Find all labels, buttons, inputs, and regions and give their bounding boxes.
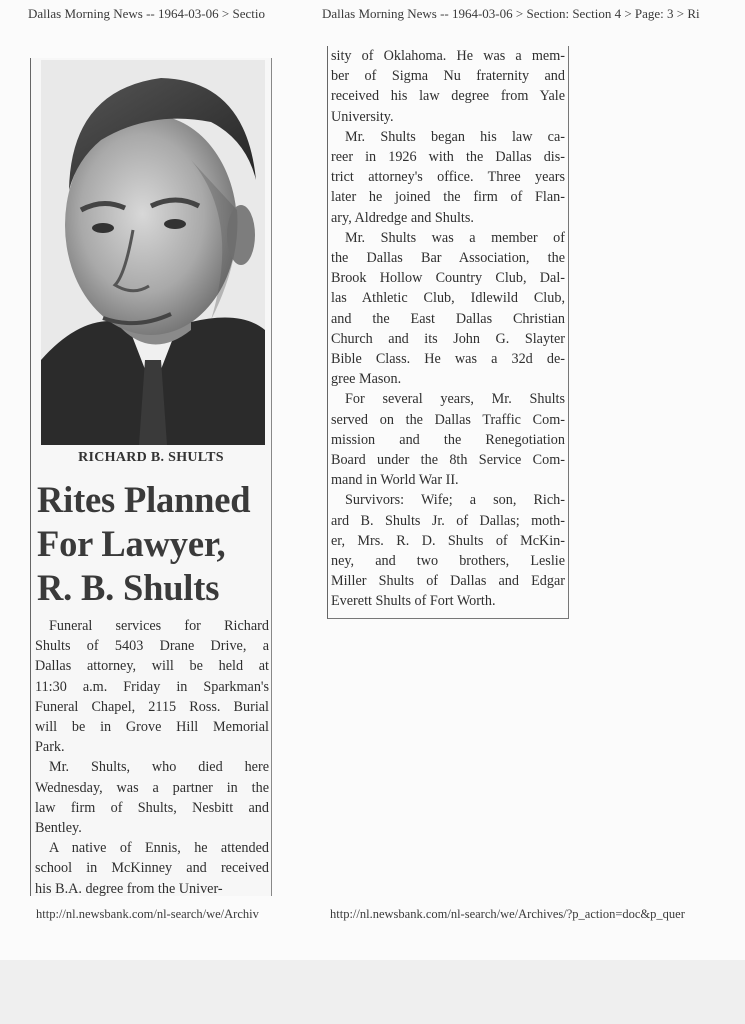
text-line: served on the Dallas Traffic Com- [331, 411, 565, 428]
text-line: Miller Shults of Dallas and Edgar [331, 573, 565, 590]
headline-line: Rites Planned [37, 479, 251, 520]
article-paragraph [331, 127, 565, 228]
text-line: ney, and two brothers, Leslie [331, 553, 565, 570]
text-line: reer in 1926 with the Dallas dis- [331, 149, 565, 166]
portrait-photo [41, 60, 265, 445]
text-line: mission and the Renegotiation [331, 431, 565, 448]
article-body-right [327, 46, 569, 619]
text-line: Brook Hollow Country Club, Dal- [331, 270, 565, 287]
text-line: received his law degree from Yale [331, 88, 565, 105]
text-line: A native of Ennis, he attended [49, 840, 269, 857]
portrait-image [41, 60, 265, 445]
article-body-left [35, 616, 269, 896]
headline-line: R. B. Shults [37, 567, 220, 608]
article-paragraph [331, 46, 565, 127]
article-paragraph [331, 490, 565, 611]
text-line: Dallas attorney, will be held at [35, 658, 269, 675]
text-line: gree Mason. [331, 371, 402, 388]
text-line: ber of Sigma Nu fraternity and [331, 68, 565, 85]
text-line: Bentley. [35, 820, 82, 837]
page-bottom-margin [0, 960, 745, 1024]
left-column-clipping [30, 58, 272, 896]
text-line: Funeral Chapel, 2115 Ross. Burial [35, 698, 269, 715]
article-paragraph [35, 616, 269, 757]
photo-caption: RICHARD B. SHULTS [78, 450, 224, 465]
text-line: las Athletic Club, Idlewild Club, [331, 290, 565, 307]
headline-line: For Lawyer, [37, 523, 226, 564]
text-line: ard B. Shults Jr. of Dallas; moth- [331, 512, 565, 529]
text-line: and the East Dallas Christian [331, 310, 565, 327]
text-line: Board under the 8th Service Com- [331, 452, 565, 469]
source-url-right[interactable]: http://nl.newsbank.com/nl-search/we/Archives/?p_action=doc&p_quer [330, 907, 685, 921]
text-line: his B.A. degree from the Univer- [35, 880, 223, 896]
header-right: Dallas Morning News -- 1964-03-06 > Section: Section 4 > Page: 3 > Ri [322, 6, 700, 21]
source-url-left[interactable]: http://nl.newsbank.com/nl-search/we/Archiv [36, 907, 259, 921]
article-paragraph [331, 389, 565, 490]
text-line: trict attorney's office. Three years [331, 169, 565, 186]
text-line: school in McKinney and received [35, 860, 269, 877]
text-line: Mr. Shults was a member of [345, 229, 565, 246]
text-line: Funeral services for Richard [49, 618, 269, 634]
article-paragraph [35, 838, 269, 896]
text-line: er, Mrs. R. D. Shults of McKin- [331, 532, 565, 549]
text-line: ary, Aldredge and Shults. [331, 209, 474, 226]
text-line: Survivors: Wife; a son, Rich- [345, 492, 565, 509]
text-line: Everett Shults of Fort Worth. [331, 593, 496, 610]
text-line: the Dallas Bar Association, the [331, 250, 565, 267]
text-line: will be in Grove Hill Memorial [35, 719, 269, 736]
text-line: For several years, Mr. Shults [345, 391, 565, 408]
headline [37, 478, 271, 610]
text-line: Wednesday, was a partner in the [35, 779, 269, 796]
text-line: Shults of 5403 Drane Drive, a [35, 638, 269, 655]
article-paragraph [331, 228, 565, 390]
text-line: Park. [35, 739, 65, 756]
text-line: Mr. Shults began his law ca- [345, 128, 565, 145]
text-line: Mr. Shults, who died here [49, 759, 269, 776]
text-line: Church and its John G. Slayter [331, 330, 565, 347]
text-line: mand in World War II. [331, 472, 459, 489]
header-left: Dallas Morning News -- 1964-03-06 > Sectio [28, 6, 265, 21]
article-paragraph [35, 757, 269, 838]
text-line: University. [331, 108, 394, 125]
text-line: law firm of Shults, Nesbitt and [35, 799, 269, 816]
text-line: 11:30 a.m. Friday in Sparkman's [35, 678, 269, 695]
text-line: sity of Oklahoma. He was a mem- [331, 48, 565, 64]
text-line: Bible Class. He was a 32d de- [331, 351, 565, 368]
text-line: later he joined the firm of Flan- [331, 189, 565, 206]
